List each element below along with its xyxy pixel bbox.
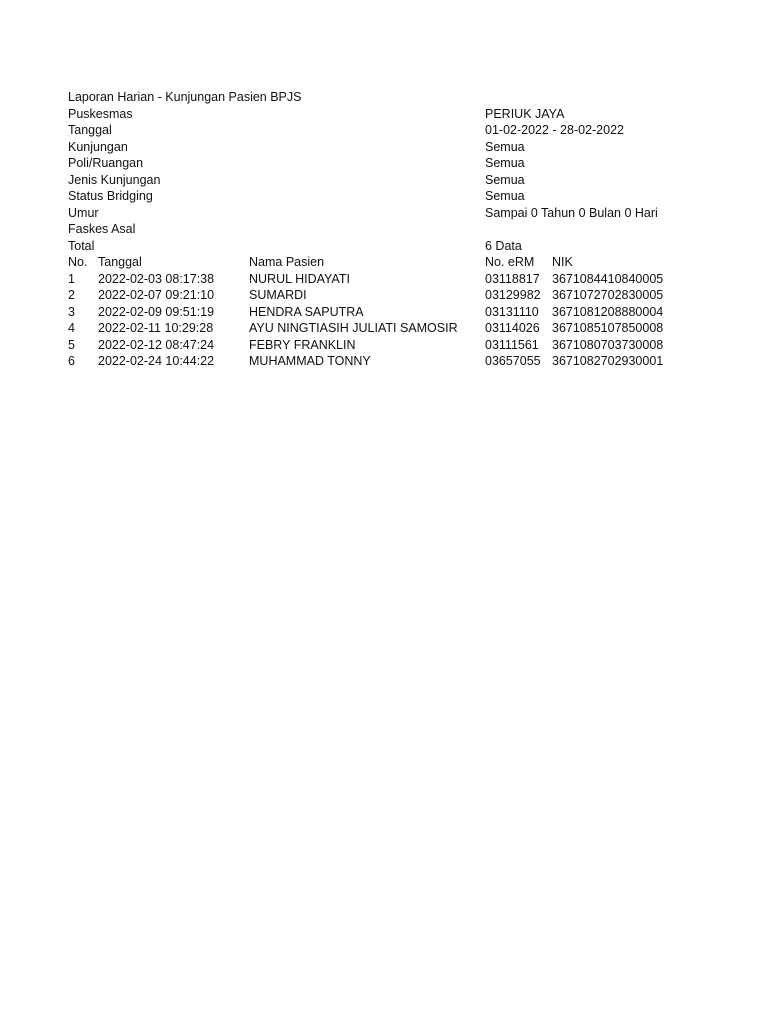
meta-row-puskesmas — [68, 106, 708, 123]
column-header-tanggal: Tanggal — [98, 255, 142, 269]
cell-tanggal: 2022-02-03 08:17:38 — [98, 271, 215, 286]
cell-nik: 3671072702830005 — [552, 288, 664, 302]
cell-no-erm: 03114026 — [485, 321, 540, 335]
cell-no: 5 — [68, 337, 75, 352]
cell-no-erm: 03131110 — [485, 304, 539, 319]
cell-no: 2 — [68, 288, 75, 302]
meta-row-faskes-asal — [68, 221, 708, 238]
cell-tanggal: 2022-02-07 09:21:10 — [98, 288, 215, 302]
meta-row-tanggal — [68, 122, 708, 139]
meta-label: Total — [68, 238, 95, 253]
cell-no: 1 — [68, 271, 75, 286]
table-header-row — [68, 254, 708, 271]
meta-label: Tanggal — [68, 123, 112, 137]
meta-value: Semua — [485, 189, 525, 203]
meta-value: Sampai 0 Tahun 0 Bulan 0 Hari — [485, 205, 658, 220]
cell-no-erm: 03118817 — [485, 271, 540, 286]
meta-row-umur — [68, 205, 708, 222]
cell-nama-pasien: MUHAMMAD TONNY — [249, 354, 371, 368]
column-header-no-erm: No. eRM — [485, 255, 535, 269]
table-row — [68, 287, 708, 304]
meta-label: Jenis Kunjungan — [68, 172, 161, 187]
column-header-nama-pasien: Nama Pasien — [249, 255, 325, 269]
cell-no: 3 — [68, 304, 75, 319]
cell-nik: 3671084410840005 — [552, 271, 664, 286]
cell-nama-pasien: HENDRA SAPUTRA — [249, 304, 364, 319]
meta-label: Status Bridging — [68, 189, 153, 203]
cell-nama-pasien: NURUL HIDAYATI — [249, 271, 350, 286]
cell-nik: 3671082702930001 — [552, 354, 664, 368]
meta-value: Semua — [485, 156, 525, 170]
cell-nama-pasien: AYU NINGTIASIH JULIATI SAMOSIR — [249, 321, 458, 335]
cell-nama-pasien: SUMARDI — [249, 288, 307, 302]
cell-no-erm: 03657055 — [485, 354, 541, 368]
meta-value: 6 Data — [485, 238, 522, 253]
column-header-no: No. — [68, 255, 88, 269]
table-row — [68, 353, 708, 370]
cell-nik: 3671080703730008 — [552, 337, 664, 352]
cell-tanggal: 2022-02-09 09:51:19 — [98, 304, 215, 319]
meta-row-total — [68, 238, 708, 255]
meta-label: Faskes Asal — [68, 222, 136, 236]
meta-value: Semua — [485, 172, 525, 187]
report-title: Laporan Harian - Kunjungan Pasien BPJS — [68, 90, 302, 104]
meta-row-jenis-kunjungan — [68, 172, 708, 189]
report-title-row — [68, 89, 708, 106]
meta-value: PERIUK JAYA — [485, 106, 565, 121]
cell-nik: 3671085107850008 — [552, 321, 664, 335]
cell-tanggal: 2022-02-11 10:29:28 — [98, 321, 214, 335]
table-row — [68, 304, 708, 321]
table-row — [68, 271, 708, 288]
report-sheet — [68, 89, 708, 370]
meta-value: Semua — [485, 139, 525, 154]
cell-nik: 3671081208880004 — [552, 304, 664, 319]
cell-nama-pasien: FEBRY FRANKLIN — [249, 337, 356, 352]
meta-label: Poli/Ruangan — [68, 156, 144, 170]
cell-no: 6 — [68, 354, 75, 368]
cell-no: 4 — [68, 321, 75, 335]
table-row — [68, 337, 708, 354]
cell-tanggal: 2022-02-12 08:47:24 — [98, 337, 215, 352]
meta-label: Kunjungan — [68, 139, 128, 154]
column-header-nik: NIK — [552, 255, 573, 269]
cell-tanggal: 2022-02-24 10:44:22 — [98, 354, 215, 368]
meta-value: 01-02-2022 - 28-02-2022 — [485, 123, 624, 137]
meta-row-poli — [68, 155, 708, 172]
meta-label: Puskesmas — [68, 106, 133, 121]
meta-label: Umur — [68, 205, 99, 220]
table-row — [68, 320, 708, 337]
cell-no-erm: 03129982 — [485, 288, 541, 302]
meta-row-kunjungan — [68, 139, 708, 156]
cell-no-erm: 03111561 — [485, 337, 539, 352]
meta-row-status-bridging — [68, 188, 708, 205]
